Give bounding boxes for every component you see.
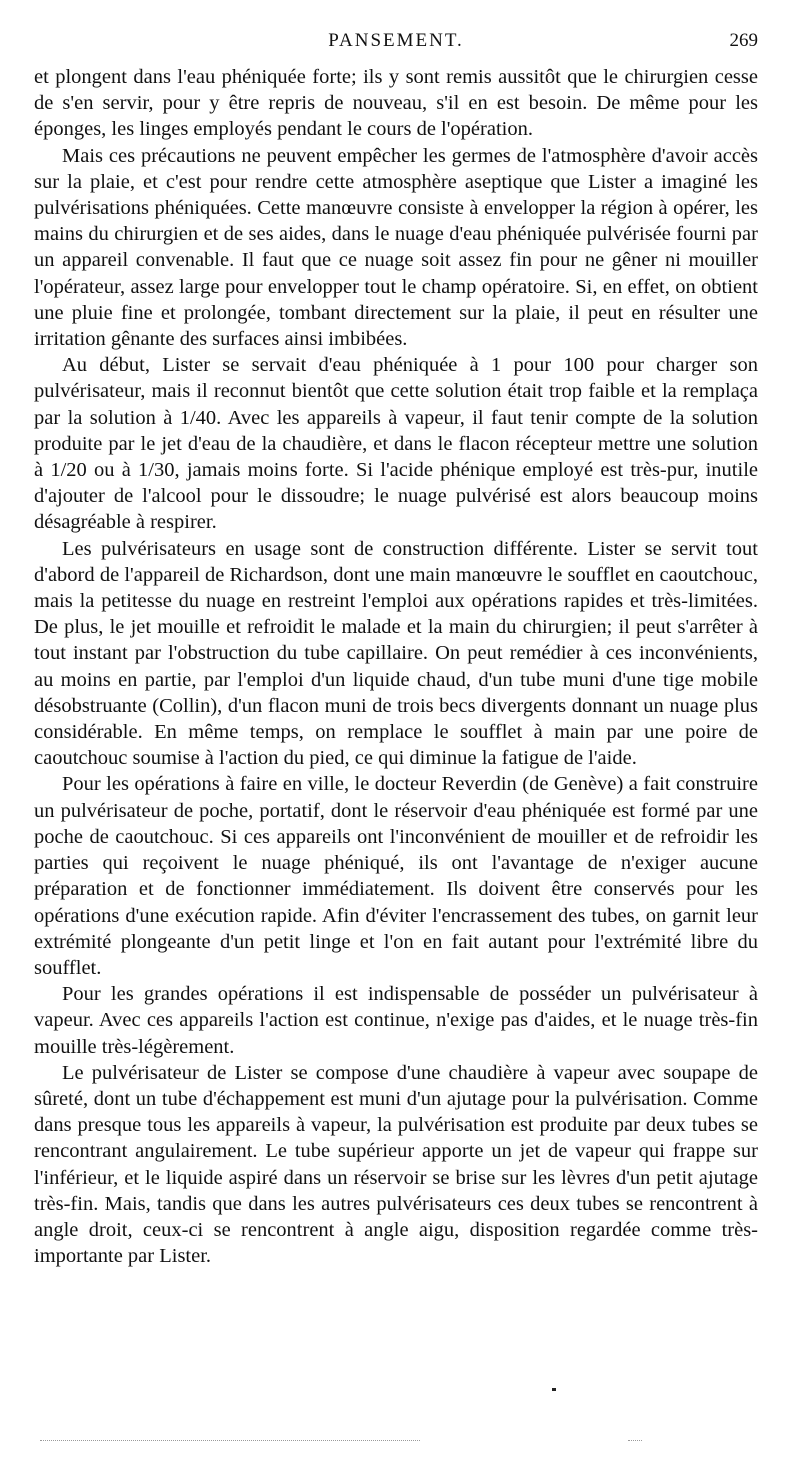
paragraph-continuation: et plongent dans l'eau phéniquée forte; ils y sont remis aussitôt que le chirurgien cesse de s'en servir, pour y être repris de nouveau, s'il en est besoin. De même pour les éponges, les linges employés pendant le cours de l'opération.: [34, 66, 758, 141]
page-number: 269: [729, 30, 758, 51]
paragraph-lister-sprayer: Le pulvérisateur de Lister se compose d'une chaudière à vapeur avec soupape de sûreté, dont un tube d'échappement est muni d'un ajutage pour la pulvérisation. Comme dans presque tous les appareils à vapeur, la pulvérisation est produite par deux tubes se rencontrant angulairement. Le tube supérieur apporte un jet de vapeur qui frappe sur l'inférieur, et le liquide aspiré dans un réservoir se brise sur les lèvres d'un petit ajutage très-fin. Mais, tandis que dans les autres pulvérisateurs ces deux tubes se rencontrent à angle droit, ceux-ci se rencontrent à angle aigu, disposition regardée comme très-importante par Lister.: [34, 1061, 758, 1268]
paragraph-atmosphere-germs: Mais ces précautions ne peuvent empêcher les germes de l'atmosphère d'avoir accès sur la plaie, et c'est pour rendre cette atmosphère aseptique que Lister a imaginé les pulvérisations phéniquées. Cette manœuvre consiste à envelopper la région à opérer, les mains du chirurgien et de ses aides, dans le nuage d'eau phéniquée pulvérisée fourni par un appareil convenable. Il faut que ce nuage soit assez fin pour ne gêner ni mouiller l'opérateur, assez large pour envelopper tout le champ opératoire. Si, en effet, on obtient une pluie fine et prolongée, tombant directement sur la plaie, il peut en résulter une irritation gênante des surfaces ainsi imbibées.: [34, 144, 758, 351]
paragraph-solution-strength: Au début, Lister se servait d'eau phéniquée à 1 pour 100 pour charger son pulvérisateur, mais il reconnut bientôt que cette solution était trop faible et la remplaça par la solution à 1/40. Avec les appareils à vapeur, il faut tenir compte de la solution produite par le jet d'eau de la chaudière, et dans le flacon récepteur mettre une solution à 1/20 ou à 1/30, jamais moins forte. Si l'acide phénique employé est très-pur, inutile d'ajouter de l'alcool pour le dissoudre; le nuage pulvérisé est alors beaucoup moins désagréable à respirer.: [34, 354, 758, 534]
body-text: [34, 64, 758, 1269]
running-title: PANSEMENT.: [328, 30, 464, 51]
scan-artifact-mark: [628, 1440, 642, 1441]
print-mark: [552, 1388, 556, 1391]
page-header: [34, 30, 758, 56]
scan-artifact-line: [40, 1440, 420, 1441]
paragraph-sprayers-types: Les pulvérisateurs en usage sont de construction différente. Lister se servit tout d'abord de l'appareil de Richardson, dont une main manœuvre le soufflet en caoutchouc, mais la petitesse du nuage en restreint l'emploi aux opérations rapides et très-limitées. De plus, le jet mouille et refroidit le malade et la main du chirurgien; il peut s'arrêter à tout instant par l'obstruction du tube capillaire. On peut remédier à ces inconvénients, au moins en partie, par l'emploi d'un liquide chaud, d'un tube muni d'une tige mobile désobstruante (Collin), d'un flacon muni de trois becs divergents donnant un nuage plus considérable. En même temps, on remplace le soufflet à main par une poire de caoutchouc soumise à l'action du pied, ce qui diminue la fatigue de l'aide.: [34, 537, 758, 770]
paragraph-steam-sprayer: Pour les grandes opérations il est indispensable de posséder un pulvérisateur à vapeur. Avec ces appareils l'action est continue, n'exige pas d'aides, et le nuage très-fin mouille très-légèrement.: [34, 983, 758, 1058]
paragraph-pocket-sprayer: Pour les opérations à faire en ville, le docteur Reverdin (de Genève) a fait construire un pulvérisateur de poche, portatif, dont le réservoir d'eau phéniquée est formé par une poche de caoutchouc. Si ces appareils ont l'inconvénient de mouiller et de refroidir les parties qui reçoivent le nuage phéniqué, ils ont l'avantage de n'exiger aucune préparation et de fonctionner immédiatement. Ils doivent être conservés pour les opérations d'une exécution rapide. Afin d'éviter l'encrassement des tubes, on garnit leur extrémité plongeante d'un petit linge et l'on en fait autant pour l'extrémité libre du soufflet.: [34, 773, 758, 979]
